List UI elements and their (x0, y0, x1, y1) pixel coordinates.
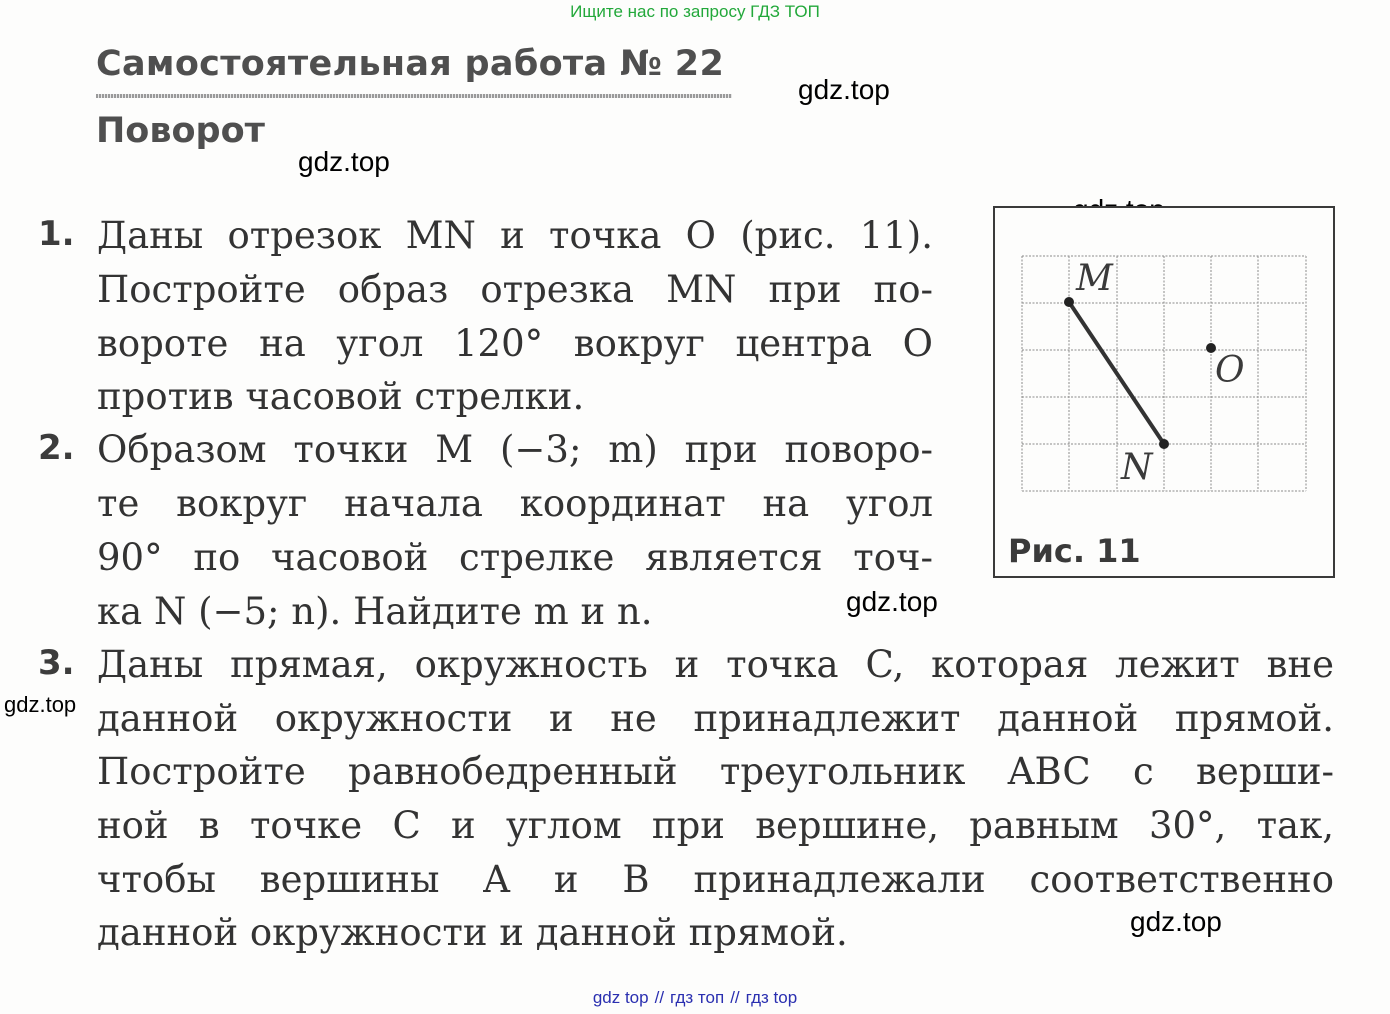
watermark: gdz.top (846, 586, 938, 617)
footer-separator: // (730, 988, 740, 1007)
footer-links (0, 988, 1390, 1008)
grid (1022, 256, 1306, 491)
task-3-line-3: Постройте равнобедренный треугольник ABC с верши- (97, 750, 1334, 793)
footer-separator: // (654, 988, 665, 1007)
task-1-line-3: вороте на угол 120° вокруг центра O (97, 322, 933, 365)
label-O: O (1215, 350, 1245, 391)
task-1-number: 1. (38, 214, 75, 254)
task-1-line-4: против часовой стрелки. (97, 375, 585, 418)
footer-link-1[interactable]: gdz top (592, 988, 649, 1007)
task-1-line-1: Даны отрезок MN и точка O (рис. 11). (97, 214, 934, 257)
point-N (1159, 439, 1169, 449)
task-2-line-4: ка N (−5; n). Найдите m и n. (97, 590, 653, 633)
watermark: gdz.top (798, 74, 890, 105)
watermark: gdz.top (298, 146, 390, 177)
watermark: gdz.top (4, 692, 77, 717)
task-2-line-1: Образом точки M (−3; m) при поворо- (97, 428, 933, 471)
task-3-line-4: ной в точке C и углом при вершине, равным 30°, так, (97, 804, 1334, 847)
task-2-line-3: 90° по часовой стрелке является точ- (97, 536, 933, 579)
label-N: N (1121, 447, 1153, 488)
task-2-line-2: те вокруг начала координат на угол (97, 482, 933, 525)
watermark: gdz.top (1130, 906, 1222, 937)
footer-link-3[interactable]: гдз top (745, 988, 798, 1007)
task-3-line-2: данной окружности и не принадлежит данной прямой. (97, 697, 1334, 740)
task-3-line-5: чтобы вершины A и B принадлежали соответственно (97, 858, 1334, 901)
search-hint-banner: Ищите нас по запросу ГДЗ ТОП (570, 2, 820, 21)
footer-link-2[interactable]: гдз топ (670, 988, 725, 1007)
page-title: Самостоятельная работа № 22 (96, 44, 725, 84)
figure-caption: Рис. 11 (1008, 532, 1141, 570)
task-3-line-6: данной окружности и данной прямой. (97, 911, 848, 954)
task-2-number: 2. (38, 428, 75, 468)
task-3-line-1: Даны прямая, окружность и точка C, которая лежит вне (97, 643, 1334, 686)
section-subtitle: Поворот (96, 111, 265, 151)
task-1-line-2: Постройте образ отрезка MN при по- (97, 268, 933, 311)
label-M: M (1076, 258, 1113, 299)
point-M (1064, 297, 1074, 307)
task-3-number: 3. (38, 643, 75, 683)
